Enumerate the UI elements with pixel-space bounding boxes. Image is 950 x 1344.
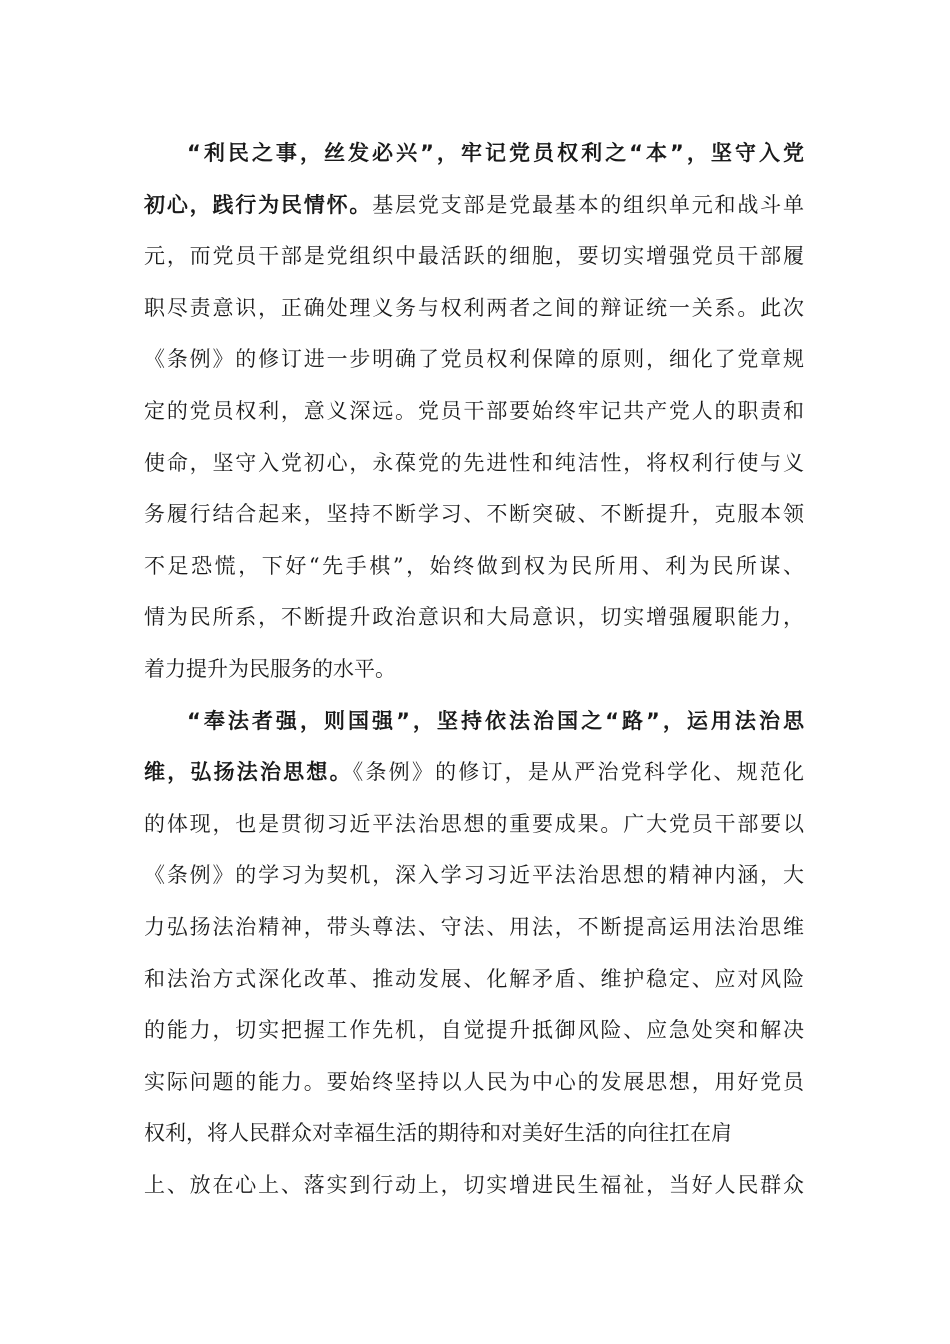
- paragraph-2-line-5: [144, 902, 804, 954]
- paragraph-2-line-7: [144, 1005, 804, 1057]
- paragraph-1-line-4: [144, 283, 804, 335]
- line-text: 《条例》的修订，是从严治党科学化、规范化: [352, 760, 805, 785]
- line-text: 不足恐慌，下好“先手棋”，始终做到权为民所用、利为民所谋、: [144, 553, 804, 578]
- line-text: 和法治方式深化改革、推动发展、化解矛盾、维护稳定、应对风险: [144, 966, 804, 991]
- bold-lead: “奉法者强，则国强”，坚持依法治国之“路”，运用法治思: [187, 708, 804, 733]
- line-text: 元，而党员干部是党组织中最活跃的细胞，要切实增强党员干部履: [144, 244, 804, 269]
- paragraph-1-line-1: [144, 128, 804, 180]
- line-text: 务履行结合起来，坚持不断学习、不断突破、不断提升，克服本领: [144, 502, 804, 527]
- paragraph-1-line-11: [144, 644, 804, 696]
- paragraph-2-line-4: [144, 850, 804, 902]
- document-body: [144, 128, 804, 1211]
- paragraph-2-line-8: [144, 1057, 804, 1109]
- line-text: 职尽责意识，正确处理义务与权利两者之间的辩证统一关系。此次: [144, 295, 804, 320]
- paragraph-1-line-9: [144, 541, 804, 593]
- paragraph-1-line-7: [144, 438, 804, 490]
- line-text: 《条例》的学习为契机，深入学习习近平法治思想的精神内涵，大: [144, 863, 804, 888]
- line-text: 定的党员权利，意义深远。党员干部要始终牢记共产党人的职责和: [144, 398, 804, 423]
- line-text: 上、放在心上、落实到行动上，切实增进民生福祉，当好人民群众: [144, 1172, 804, 1197]
- line-text: 的体现，也是贯彻习近平法治思想的重要成果。广大党员干部要以: [144, 811, 804, 836]
- paragraph-1-line-3: [144, 231, 804, 283]
- line-text: 着力提升为民服务的水平。: [144, 656, 396, 681]
- line-text: 基层党支部是党最基本的组织单元和战斗单: [372, 192, 805, 217]
- paragraph-2-line-3: [144, 799, 804, 851]
- line-text: 权利，将人民群众对幸福生活的期待和对美好生活的向往扛在肩: [144, 1121, 732, 1146]
- paragraph-2-line-9: [144, 1108, 804, 1160]
- paragraph-2-line-10: [144, 1160, 804, 1212]
- paragraph-2-line-2: [144, 747, 804, 799]
- line-text: 的能力，切实把握工作先机，自觉提升抵御风险、应急处突和解决: [144, 1018, 804, 1043]
- bold-lead: “利民之事，丝发必兴”，牢记党员权利之“本”，坚守入党: [187, 141, 804, 165]
- line-text: 使命，坚守入党初心，永葆党的先进性和纯洁性，将权利行使与义: [144, 450, 804, 475]
- paragraph-1-line-8: [144, 489, 804, 541]
- line-text: 实际问题的能力。要始终坚持以人民为中心的发展思想，用好党员: [144, 1069, 804, 1094]
- paragraph-2-line-6: [144, 954, 804, 1006]
- bold-lead: 维，弘扬法治思想。: [144, 760, 353, 785]
- paragraph-1-line-2: [144, 180, 804, 232]
- bold-lead: 初心，践行为民情怀。: [144, 192, 373, 217]
- paragraph-1-line-6: [144, 386, 804, 438]
- line-text: 《条例》的修订进一步明确了党员权利保障的原则，细化了党章规: [144, 347, 804, 372]
- paragraph-2-line-1: [144, 696, 804, 748]
- paragraph-1-line-5: [144, 334, 804, 386]
- line-text: 情为民所系，不断提升政治意识和大局意识，切实增强履职能力，: [144, 605, 804, 630]
- line-text: 力弘扬法治精神，带头尊法、守法、用法，不断提高运用法治思维: [144, 914, 804, 939]
- paragraph-1-line-10: [144, 592, 804, 644]
